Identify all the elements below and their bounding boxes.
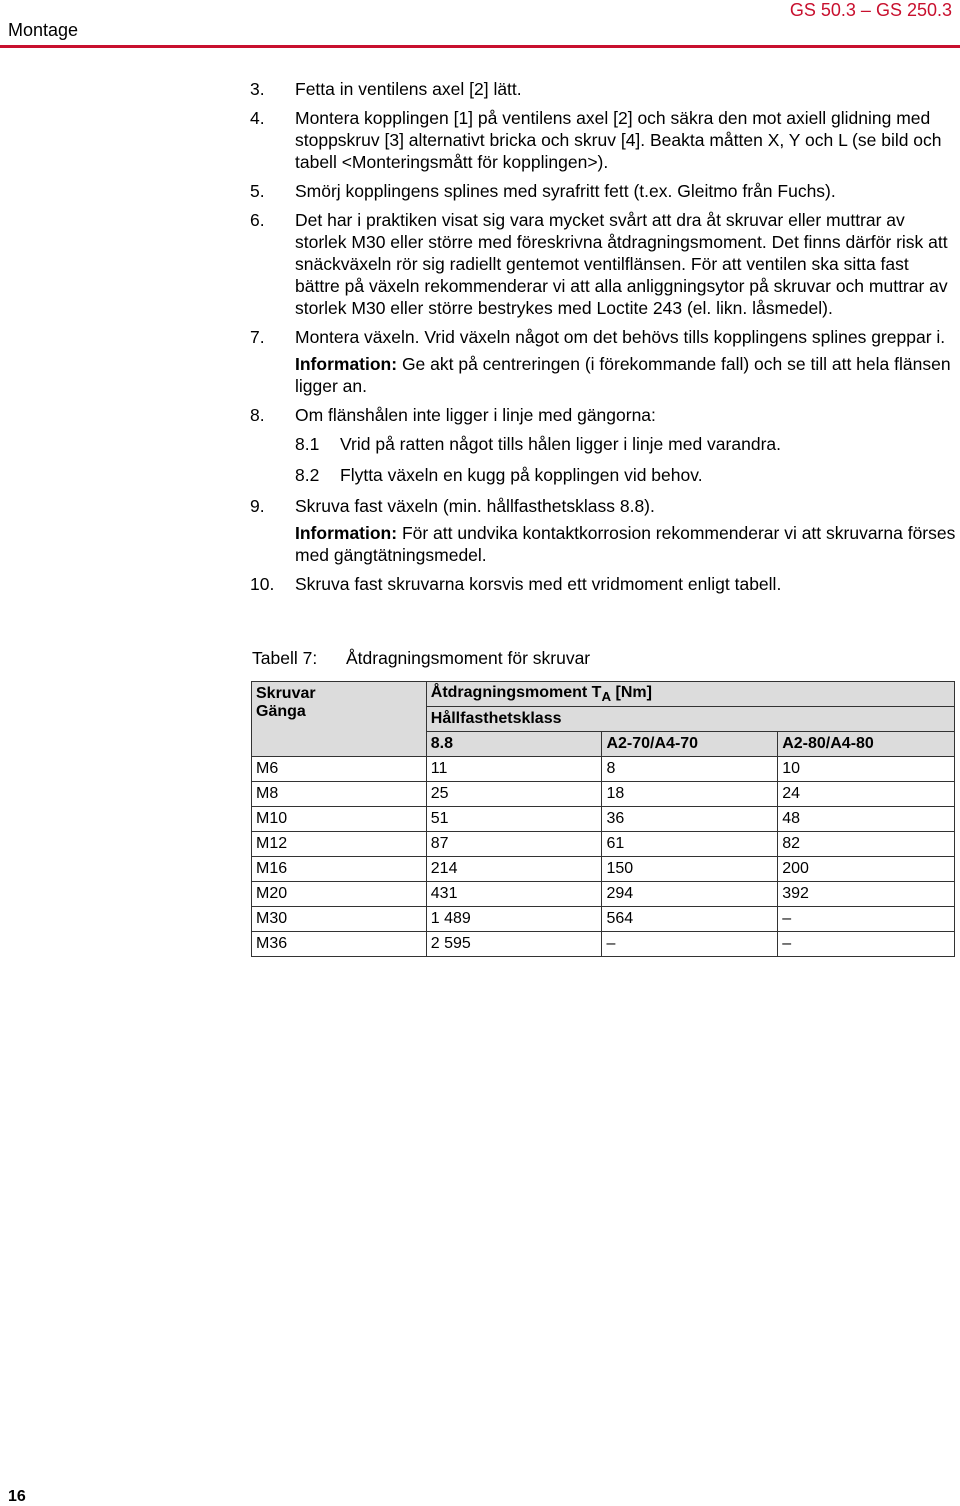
step-text: Smörj kopplingens splines med syrafritt fett (t.ex. Gleitmo från Fuchs). [295, 181, 836, 201]
step-number: 3. [250, 79, 265, 99]
table-caption [252, 648, 590, 669]
step-text: Skruva fast växeln (min. hållfasthetsklass 8.8). [295, 496, 655, 516]
table-cell: M16 [252, 857, 427, 882]
torque-header-subscript: A [601, 689, 612, 705]
step-4 [250, 107, 956, 173]
table-cell: M20 [252, 882, 427, 907]
corner-line-2: Gänga [256, 703, 306, 720]
step-number: 6. [250, 210, 265, 230]
table-cell: M36 [252, 932, 427, 957]
table-cell: 25 [426, 782, 602, 807]
table-cell: 1 489 [426, 907, 602, 932]
substep-8-1 [295, 433, 956, 455]
table-row [252, 782, 955, 807]
step-number: 5. [250, 181, 265, 201]
table-row [252, 932, 955, 957]
table-cell: 87 [426, 832, 602, 857]
substep-number: 8.2 [295, 465, 320, 485]
step-3 [250, 78, 956, 100]
table-cell: M12 [252, 832, 427, 857]
table-cell: 8 [602, 757, 778, 782]
header-model-range: GS 50.3 – GS 250.3 [789, 0, 952, 20]
header-rule [0, 45, 960, 48]
table-cell: – [778, 932, 955, 957]
header-section-title: Montage [8, 20, 79, 40]
step-text: Fetta in ventilens axel [2] lätt. [295, 79, 522, 99]
step-number: 8. [250, 405, 265, 425]
table-cell: – [778, 907, 955, 932]
table-cell: M6 [252, 757, 427, 782]
step-5 [250, 180, 956, 202]
step-text: Montera kopplingen [1] på ventilens axel [2] och säkra den mot axiell glidning med stoppskruv [3] alternativt bricka och skruv [4]. Beakta måtten X, Y och L (se bild och tabell <Monteringsmått för kopplingen>). [295, 108, 942, 172]
torque-header-main: Åtdragningsmoment T [430, 683, 602, 701]
table-cell: 48 [778, 807, 955, 832]
table-row [252, 857, 955, 882]
step-text: Montera växeln. Vrid växeln något om det behövs tills kopplingens splines greppar i. [295, 327, 946, 347]
table-cell: M30 [252, 907, 427, 932]
table-caption-title: Åtdragningsmoment för skruvar [346, 648, 591, 668]
table-corner-header [252, 682, 427, 757]
table-cell: 214 [426, 857, 602, 882]
substep-text: Vrid på ratten något tills hålen ligger i linje med varandra. [340, 434, 781, 454]
step-9 [250, 495, 956, 566]
information-label: Information: [295, 354, 398, 374]
step-8 [250, 404, 956, 426]
information-label: Information: [295, 523, 398, 543]
table-cell: 431 [426, 882, 602, 907]
table-row [252, 757, 955, 782]
table-cell: – [602, 932, 778, 957]
page-number: 16 [8, 1488, 26, 1505]
substep-number: 8.1 [295, 434, 320, 454]
table-cell: 24 [778, 782, 955, 807]
torque-header [426, 682, 954, 707]
table-cell: 2 595 [426, 932, 602, 957]
step-number: 7. [250, 327, 265, 347]
substep-text: Flytta växeln en kugg på kopplingen vid behov. [340, 465, 703, 485]
instruction-list [250, 78, 956, 602]
table-cell: 36 [602, 807, 778, 832]
information-note [295, 522, 956, 566]
column-header: 8.8 [426, 732, 602, 757]
step-7 [250, 326, 956, 397]
table-cell: M8 [252, 782, 427, 807]
table-row [252, 807, 955, 832]
table-cell: 392 [778, 882, 955, 907]
step-10 [250, 573, 956, 595]
information-text: För att undvika kontaktkorrosion rekommenderar vi att skruvarna förses med gängtätningsmedel. [295, 523, 956, 565]
table-cell: 51 [426, 807, 602, 832]
table-caption-label: Tabell 7: [252, 648, 318, 668]
column-header: A2-70/A4-70 [602, 732, 778, 757]
step-text: Om flänshålen inte ligger i linje med gängorna: [295, 405, 656, 425]
torque-table [251, 681, 955, 957]
step-text: Det har i praktiken visat sig vara mycket svårt att dra åt skruvar eller muttrar av storlek M30 eller större med föreskrivna åtdragningsmoment. Det finns därför risk att snäckväxeln rör sig radiellt gentemot ventilflänsen. För att ventilen ska sitta fast bättre på växeln rekommenderar vi att alla anliggningsytor på skruvar och muttrar av storlek M30 eller större bestrykes med Loctite 243 (el. likn. låsmedel). [295, 210, 948, 318]
step-number: 10. [250, 574, 275, 594]
table-row [252, 907, 955, 932]
step-6 [250, 209, 956, 319]
table-cell: 82 [778, 832, 955, 857]
torque-header-unit: [Nm] [611, 683, 652, 701]
table-row [252, 882, 955, 907]
table-cell: 61 [602, 832, 778, 857]
table-cell: 11 [426, 757, 602, 782]
information-text: Ge akt på centreringen (i förekommande fall) och se till att hela flänsen ligger an. [295, 354, 951, 396]
column-header: A2-80/A4-80 [778, 732, 955, 757]
step-text: Skruva fast skruvarna korsvis med ett vridmoment enligt tabell. [295, 574, 782, 594]
table-row [252, 832, 955, 857]
corner-line-1: Skruvar [256, 685, 316, 702]
table-cell: 200 [778, 857, 955, 882]
table-cell: 294 [602, 882, 778, 907]
substep-8-2 [295, 464, 956, 486]
table-cell: M10 [252, 807, 427, 832]
step-number: 4. [250, 108, 265, 128]
strength-class-header: Hållfasthetsklass [426, 707, 954, 732]
table-cell: 10 [778, 757, 955, 782]
information-note [295, 353, 956, 397]
table-cell: 150 [602, 857, 778, 882]
table-cell: 564 [602, 907, 778, 932]
table-cell: 18 [602, 782, 778, 807]
step-number: 9. [250, 496, 265, 516]
